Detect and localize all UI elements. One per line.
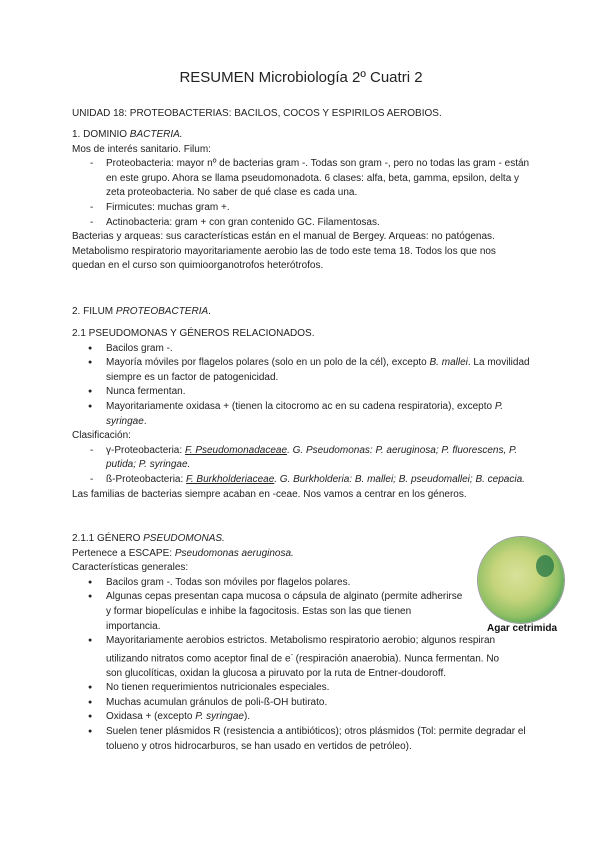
section-1-heading: 1. DOMINIO BACTERIA. [72,129,183,140]
section-2-1 [72,327,530,502]
unit-heading: UNIDAD 18: PROTEOBACTERIAS: BACILOS, COCOS Y ESPIRILOS AEROBIOS. [72,108,442,119]
pertenece-line: Pertenece a ESCAPE: Pseudomonas aeruginosa. [72,547,294,559]
list-item: ● Mayoría móviles por flagelos polares (solo en un polo de la cél), excepto B. mallei. La movilidad siempre es un factor de patogenicidad. [72,356,530,385]
section-2-heading: 2. FILUM PROTEOBACTERIA. [72,306,211,317]
list-item: ● No tienen requerimientos nutricionales especiales. [72,681,477,696]
list-item: ● Algunas cepas presentan capa mucosa o cápsula de alginato (permite adherirse y formar biopelículas e inhibe la fagocitosis. Estas son las que tienen importancia. [72,590,466,634]
section-2-1-1-heading: 2.1.1 GÉNERO PSEUDOMONAS. [72,533,225,544]
filum-list [72,157,530,230]
paragraph: Las familias de bacterias siempre acaban en -ceae. Nos vamos a centrar en los géneros. [72,488,467,500]
bullet-list [72,342,530,430]
section-2-1-heading: 2.1 PSEUDOMONAS Y GÉNEROS RELACIONADOS. [72,328,315,339]
page-title: RESUMEN Microbiología 2º Cuatri 2 [179,69,423,86]
section-1-intro: Mos de interés sanitario. Filum: [72,143,211,155]
caracteristicas-label: Características generales: [72,562,189,574]
list-item: ● Mayoritariamente oxidasa + (tienen la citocromo ac en su cadena respiratoria), excepto P. syringae. [72,400,530,429]
list-item: ● Bacilos gram -. Todas son móviles por flagelos polares. [72,576,477,591]
list-item: ● Bacilos gram -. [72,342,530,357]
list-item: ● Oxidasa + (excepto P. syringae). [72,710,477,725]
paragraph: Bacterias y arqueas: sus características están en el manual de Bergey. Arqueas: no patógenas. [72,231,495,243]
agar-plate-image [478,537,564,623]
list-item: - Firmicutes: muchas gram +. [72,201,530,216]
list-item: - γ-Proteobacteria: F. Pseudomonadaceae. G. Pseudomonas: P. aeruginosa; P. fluorescens, P. putida; P. syringae. [72,444,530,473]
list-item: - ß-Proteobacteria: F. Burkholderiaceae. G. Burkholderia: B. mallei; B. pseudomallei; B. cepacia. [72,473,530,488]
figure-caption: Agar cetrimida [487,623,558,634]
clasificacion-list [72,444,530,488]
clasificacion-label: Clasificación: [72,430,131,442]
list-item: - Proteobacteria: mayor nº de bacterias gram -. Todas son gram -, pero no todas las gram - están en este grupo. Ahora se llama pseudomonadota. 6 clases: alfa, beta, gamma, epsilon, delta y zeta proteobacteria. No saber de qué clase es cada una. [72,157,530,201]
list-item: ● Muchas acumulan gránulos de poli-ß-OH butirato. [72,696,477,711]
list-item: - Actinobacteria: gram + con gran contenido GC. Filamentosas. [72,216,530,231]
section-1 [72,128,530,274]
list-item: ● Mayoritariamente aerobios estrictos. Metabolismo respiratorio aerobio; algunos respiran utilizando nitratos como aceptor final de e- (respiración anaerobia). Nunca fermentan. No son glucolíticas, oxidan la glucosa a piruvato por la ruta de Entner-doudoroff. [72,634,516,681]
list-item: ● Suelen tener plásmidos R (resistencia a antibióticos); otros plásmidos (Tol: permite degradar el tolueno y otros hidrocarburos, se han usado en vertidos de petróleo). [72,725,526,754]
paragraph: Metabolismo respiratorio mayoritariamente aerobio las de todo este tema 18. Todos los que nos quedan en el curso son quimioorganotrofos heterótrofos. [72,245,496,272]
list-item: ● Nunca fermentan. [72,385,530,400]
